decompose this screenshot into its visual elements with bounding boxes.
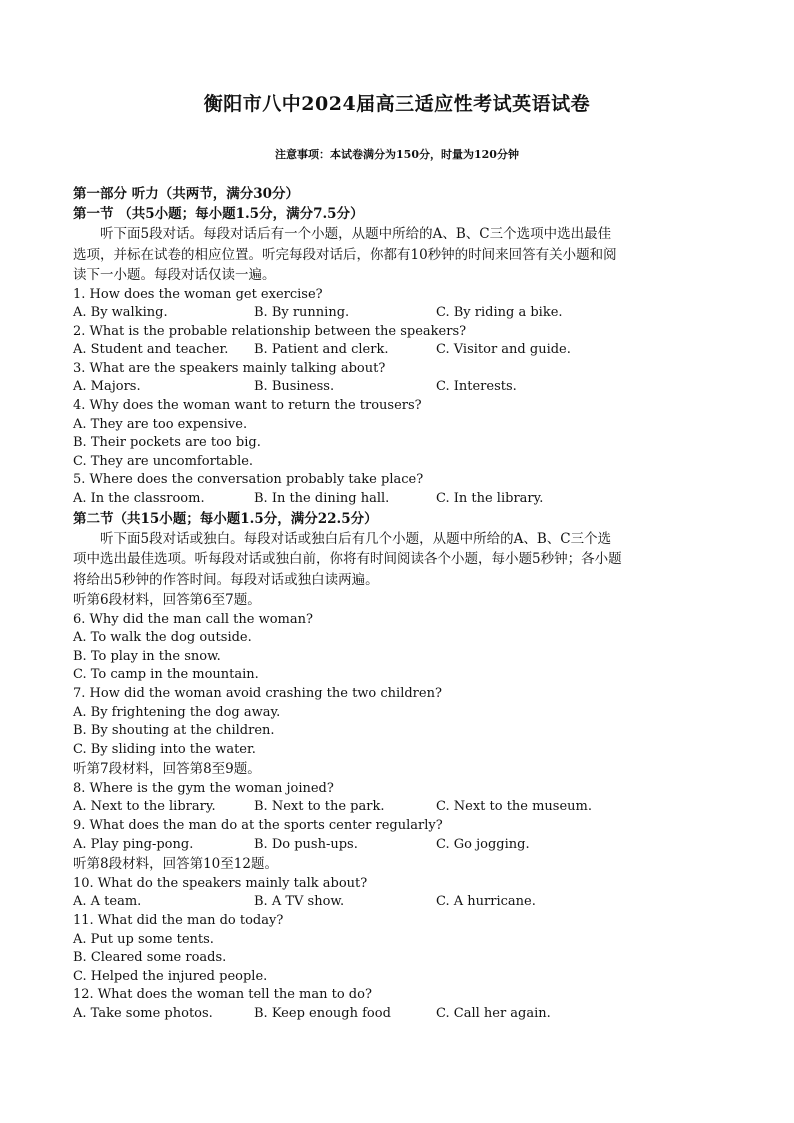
question-7: 7. How did the woman avoid crashing the two children? — [73, 686, 442, 701]
option-b: B. Their pockets are too big. — [73, 435, 261, 451]
option-a: A. Majors. — [73, 379, 141, 395]
question-3: 3. What are the speakers mainly talking about? — [73, 360, 386, 376]
option-a: A. They are too expensive. — [73, 416, 248, 432]
question-1: 1. How does the woman get exercise? — [73, 286, 323, 302]
option-a: A. To walk the dog outside. — [73, 630, 252, 646]
question-9: 9. What does the man do at the sports center regularly? — [73, 818, 443, 834]
option-b: B. Do push-ups. — [254, 836, 358, 852]
option-c: C. Visitor and guide. — [436, 342, 571, 358]
option-b: B. Patient and clerk. — [254, 342, 389, 358]
option-c: C. By sliding into the water. — [73, 741, 256, 757]
section2-heading: 第二节（共15小题；每小题1.5分，满分22.5分） — [73, 510, 378, 527]
option-b: B. By shouting at the children. — [73, 723, 275, 739]
option-c: C. Call her again. — [436, 1005, 551, 1021]
option-c: C. To camp in the mountain. — [73, 667, 259, 683]
option-b: B. Next to the park. — [254, 799, 385, 815]
section2-instruction-line: 将给出5秒钟的作答时间。每段对话或独白读两遍。 — [73, 571, 379, 588]
section1-instruction-line: 听下面5段对话。每段对话后有一个小题，从题中所给的A、B、C三个选项中选出最佳 — [100, 226, 612, 242]
question-8-options — [73, 798, 723, 817]
option-b: B. To play in the snow. — [73, 648, 221, 664]
option-a: A. By frightening the dog away. — [73, 704, 281, 720]
option-a: A. Play ping-pong. — [73, 836, 194, 852]
option-a: A. In the classroom. — [73, 491, 205, 507]
material-6-heading: 听第6段材料，回答第6至7题。 — [73, 592, 261, 609]
question-11: 11. What did the man do today? — [73, 912, 284, 928]
option-b: B. Keep enough food — [254, 1005, 391, 1021]
option-b: B. Business. — [254, 379, 335, 395]
option-c: C. By riding a bike. — [436, 305, 563, 321]
material-7-heading: 听第7段材料，回答第8至9题。 — [73, 761, 261, 778]
section1-heading: 第一节 （共5小题；每小题1.5分，满分7.5分） — [73, 206, 364, 222]
section2-instruction-line: 项中选出最佳选项。听每段对话或独白前，你将有时间阅读各个小题，每小题5秒钟；各小题 — [73, 551, 622, 568]
option-b: B. A TV show. — [254, 894, 345, 910]
option-c: C. Helped the injured people. — [73, 968, 268, 984]
question-10-options — [73, 893, 723, 912]
exam-notice: 注意事项：本试卷满分为150分，时量为120分钟 — [275, 148, 519, 161]
section1-instruction-line: 选项，并标在试卷的相应位置。听完每段对话后，你都有10秒钟的时间来回答有关小题和阅 — [73, 246, 617, 263]
exam-title: 衡阳市八中2024届高三适应性考试英语试卷 — [203, 93, 591, 115]
question-9-options — [73, 836, 723, 855]
option-a: A. By walking. — [73, 305, 168, 321]
question-2: 2. What is the probable relationship between the speakers? — [73, 323, 467, 339]
option-a: A. Put up some tents. — [73, 931, 214, 947]
question-6: 6. Why did the man call the woman? — [73, 611, 313, 627]
option-a: A. Student and teacher. — [73, 342, 229, 358]
option-c: C. They are uncomfortable. — [73, 453, 254, 469]
question-5-options — [73, 490, 723, 509]
question-12: 12. What does the woman tell the man to do? — [73, 987, 372, 1003]
part1-heading: 第一部分 听力（共两节，满分30分） — [73, 186, 299, 202]
section2-instruction-line: 听下面5段对话或独白。每段对话或独白后有几个小题，从题中所给的A、B、C三个选 — [100, 530, 612, 547]
question-12-options — [73, 1005, 723, 1024]
section1-instruction-line: 读下一小题。每段对话仅读一遍。 — [73, 267, 276, 283]
question-1-options — [73, 304, 723, 323]
option-c: C. Go jogging. — [436, 836, 530, 852]
option-a: A. Next to the library. — [73, 799, 216, 815]
option-c: C. Interests. — [436, 379, 517, 395]
option-c: C. A hurricane. — [436, 894, 536, 910]
question-8: 8. Where is the gym the woman joined? — [73, 780, 334, 796]
option-c: C. In the library. — [436, 491, 544, 507]
question-5: 5. Where does the conversation probably take place? — [73, 472, 424, 488]
option-b: B. In the dining hall. — [254, 491, 390, 507]
option-b: B. By running. — [254, 305, 350, 321]
option-c: C. Next to the museum. — [436, 799, 593, 815]
question-4: 4. Why does the woman want to return the trousers? — [73, 398, 422, 414]
option-a: A. Take some photos. — [73, 1005, 213, 1021]
question-2-options — [73, 341, 723, 360]
option-b: B. Cleared some roads. — [73, 950, 227, 966]
option-a: A. A team. — [73, 894, 142, 910]
exam-content — [73, 184, 723, 1024]
question-10: 10. What do the speakers mainly talk about? — [73, 875, 368, 891]
material-8-heading: 听第8段材料，回答第10至12题。 — [73, 856, 278, 873]
question-3-options — [73, 378, 723, 397]
